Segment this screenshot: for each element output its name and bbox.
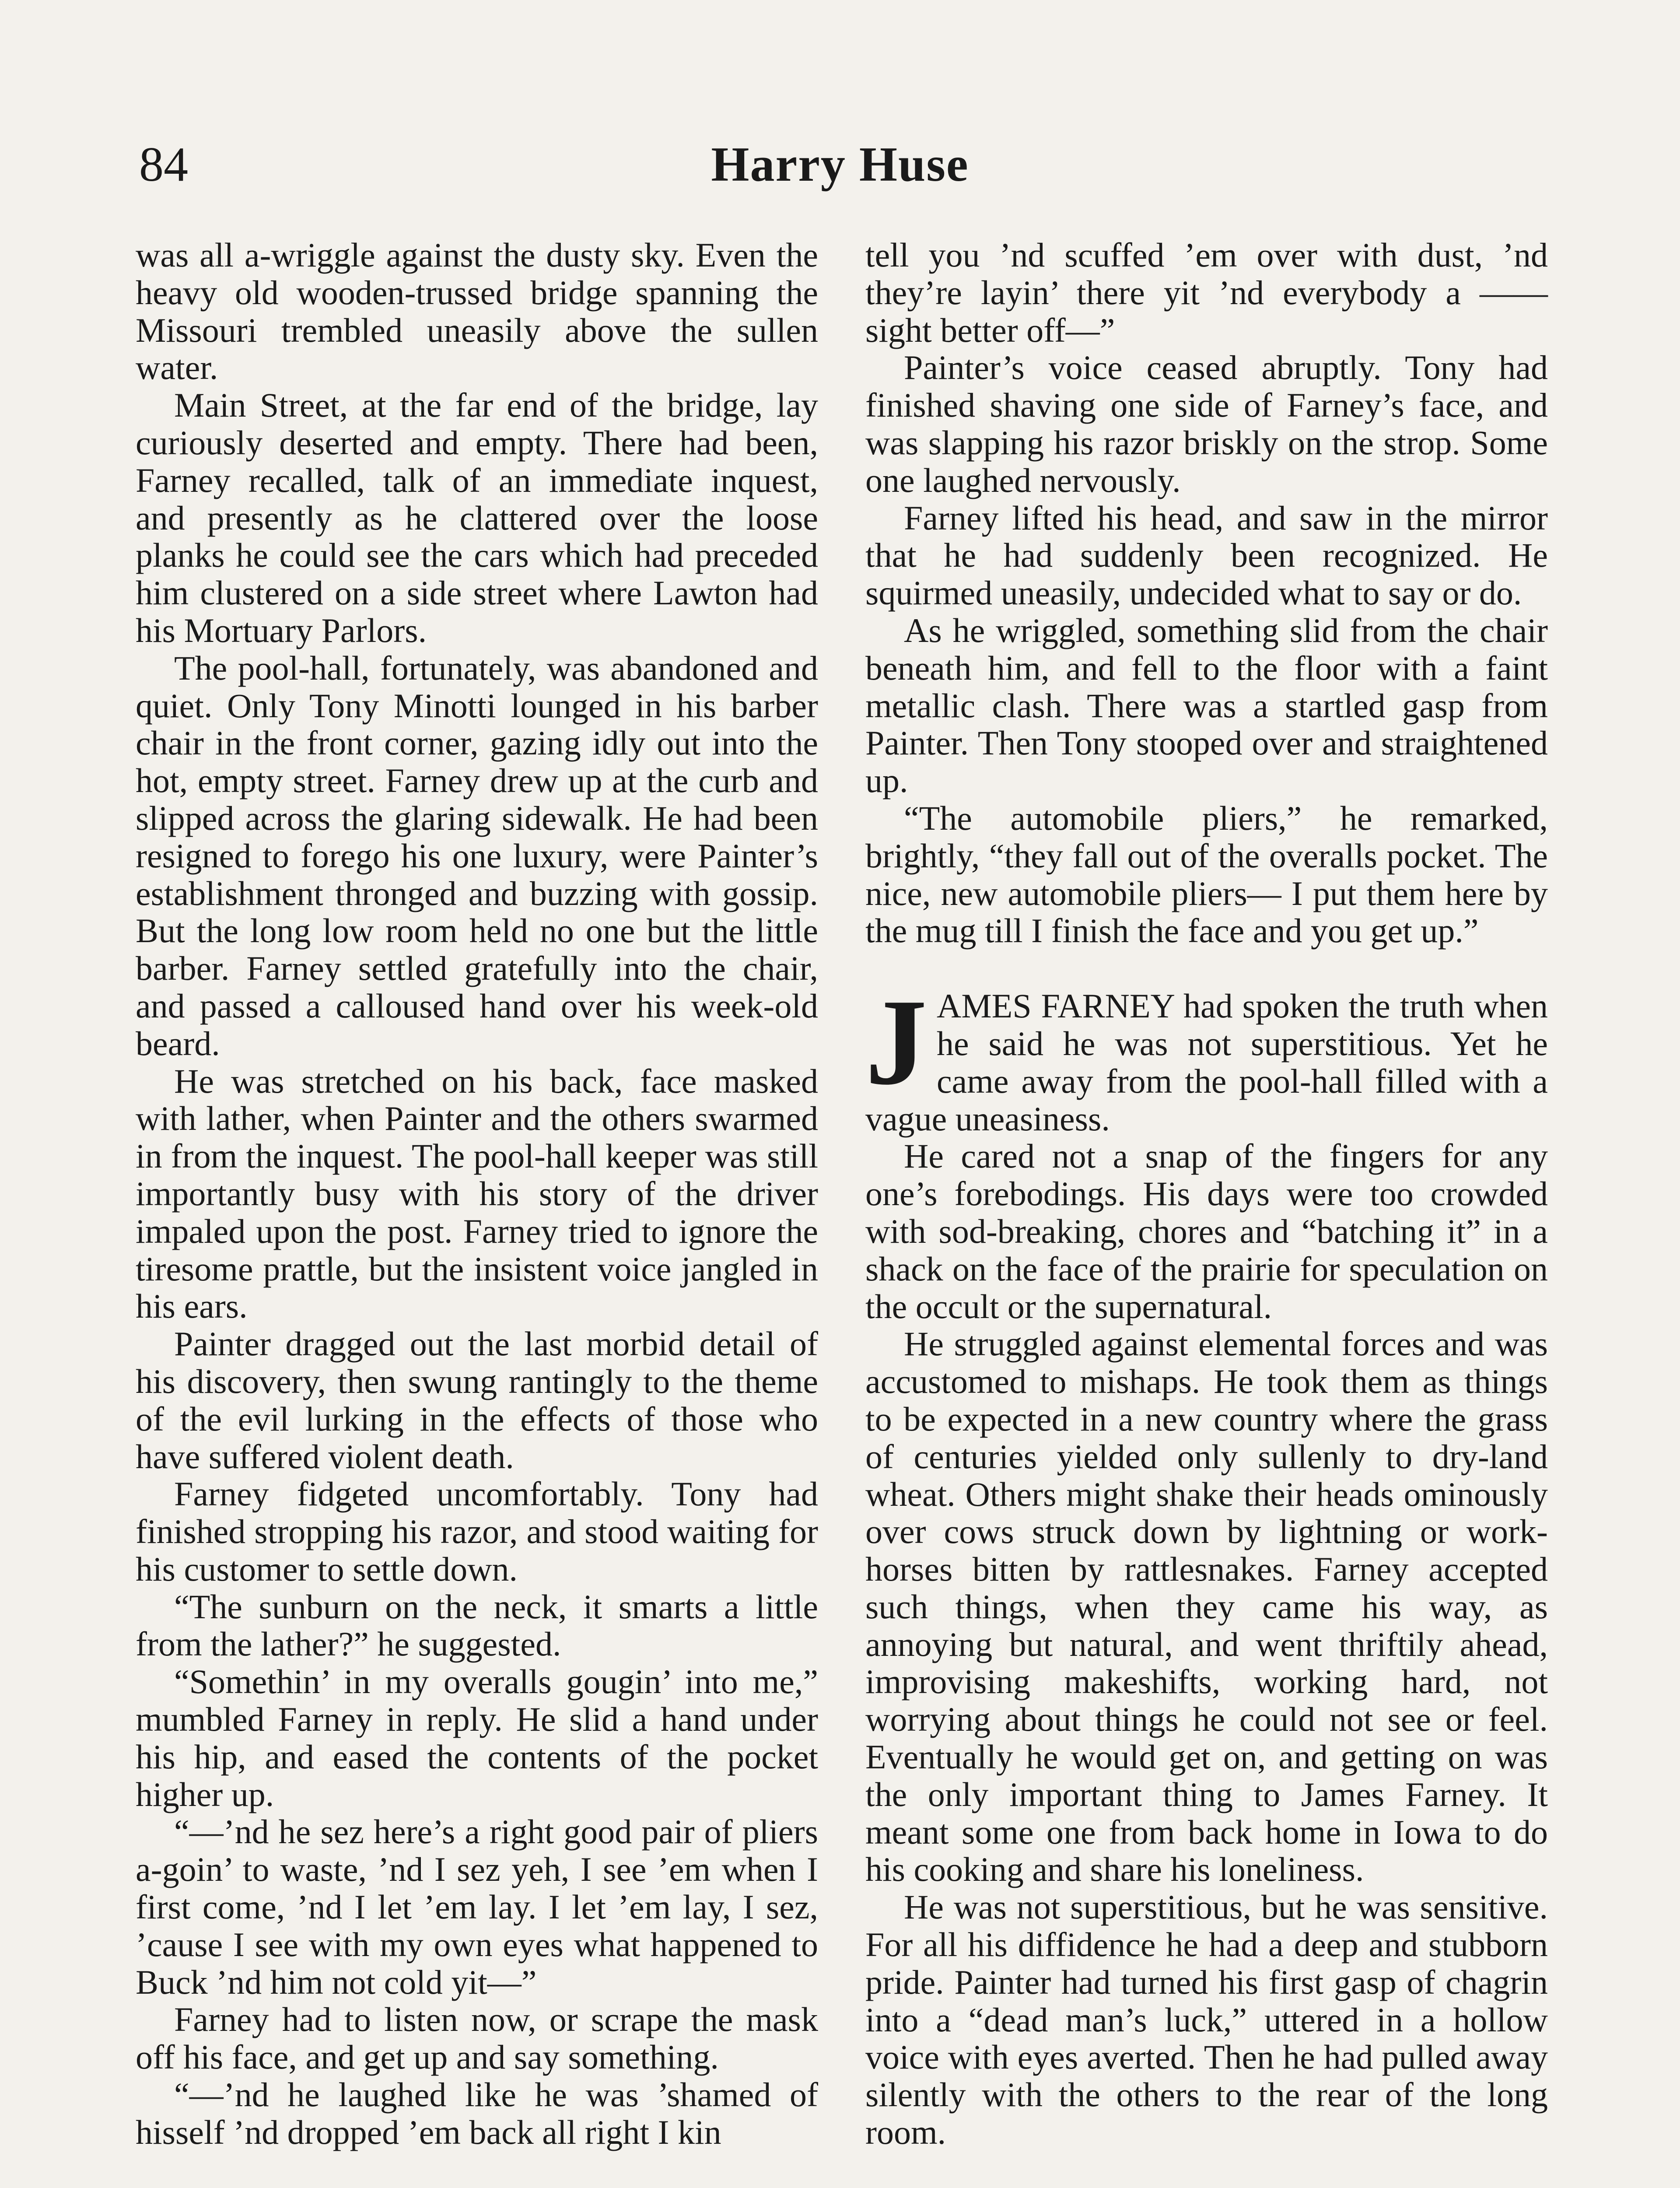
running-head-title: Harry Huse [711,137,969,192]
paragraph: Painter’s voice ceased abruptly. Tony had finished shaving one side of Farney’s face, and was slapping his razor briskly on the strop. Some one laughed nervously. [865,348,1548,499]
right-column [865,236,1548,2151]
paragraph: He cared not a snap of the fingers for any one’s forebodings. His days were too crowded with sod-breaking, chores and “batching it” in a shack on the face of the prairie for speculation on the occult or the supernatural. [865,1137,1548,1325]
paragraph: “—’nd he laughed like he was ’shamed of hisself ’nd dropped ’em back all right I kin [136,2076,818,2151]
section-break [865,950,1548,987]
paragraph: Farney lifted his head, and saw in the mirror that he had suddenly been recognized. He squirmed uneasily, undecided what to say or do. [865,498,1548,612]
paragraph: “Somethin’ in my overalls gougin’ into me,” mumbled Farney in reply. He slid a hand under his hip, and eased the contents of the pocket higher up. [136,1662,818,1813]
paragraph: He was not superstitious, but he was sensitive. For all his diffidence he had a deep and stubborn pride. Painter had turned his first gasp of chagrin into a “dead man’s luck,” uttered in a hollow voice with eyes averted. Then he had pulled away silently with the others to the rear of the long room. [865,1888,1548,2152]
left-column [136,236,818,2151]
paragraph: “—’nd he sez here’s a right good pair of pliers a-goin’ to waste, ’nd I sez yeh, I see ’em when I first come, ’nd I let ’em lay. I let ’em lay, I sez, ’cause I see with my own eyes what happened to Buck ’nd him not cold yit—” [136,1813,818,2001]
paragraph: The pool-hall, fortunately, was abandoned and quiet. Only Tony Minotti lounged in his barber chair in the front corner, gazing idly out into the hot, empty street. Farney drew up at the curb and slipped across the glaring sidewalk. He had been resigned to forego his one luxury, were Painter’s establishment thronged and buzzing with gossip. But the long low room held no one but the little barber. Farney settled gratefully into the chair, and passed a calloused hand over his week-old beard. [136,649,818,1062]
paragraph: He struggled against elemental forces and was accustomed to mishaps. He took them as things to be expected in a new country where the grass of centuries yielded only sullenly to dry-land wheat. Others might shake their heads ominously over cows struck down by lightning or work-horses bitten by rattlesnakes. Farney accepted such things, when they came his way, as annoying but natural, and went thriftily ahead, improvising makeshifts, working hard, not worrying about things he could not see or feel. Eventually he would get on, and getting on was the only important thing to James Farney. It meant some one from back home in Iowa to do his cooking and share his loneliness. [865,1325,1548,1889]
section-opening-text: AMES FARNEY had spoken the truth when he said he was not superstitious. Yet he came away from the pool-hall filled with a vague uneasiness. [865,987,1548,1138]
paragraph: Painter dragged out the last morbid detail of his discovery, then swung rantingly to the theme of the evil lurking in the effects of those who have suffered violent death. [136,1325,818,1476]
paragraph: Farney had to listen now, or scrape the mask off his face, and get up and say something. [136,2000,818,2076]
paragraph: tell you ’nd scuffed ’em over with dust, ’nd they’re layin’ there yit ’nd everybody a —— sight better off—” [865,236,1548,349]
paragraph: Farney fidgeted uncomfortably. Tony had finished stropping his razor, and stood waiting for his customer to settle down. [136,1475,818,1588]
section-opening-paragraph [865,974,1548,1138]
paragraph: Main Street, at the far end of the bridge, lay curiously deserted and empty. There had been, Farney recalled, talk of an immediate inquest, and presently as he clattered over the loose planks he could see the cars which had preceded him clustered on a side street where Lawton had his Mortuary Parlors. [136,386,818,649]
page-number: 84 [139,137,188,192]
paragraph: was all a-wriggle against the dusty sky. Even the heavy old wooden-trussed bridge spanning the Missouri trembled uneasily above the sullen water. [136,236,818,387]
paragraph: “The automobile pliers,” he remarked, brightly, “they fall out of the overalls pocket. The nice, new automobile pliers— I put them here by the mug till I finish the face and you get up.” [865,799,1548,950]
drop-cap: J [865,974,927,1111]
paragraph: He was stretched on his back, face masked with lather, when Painter and the others swarmed in from the inquest. The pool-hall keeper was still importantly busy with his story of the driver impaled upon the post. Farney tried to ignore the tiresome prattle, but the insistent voice jangled in his ears. [136,1062,818,1325]
paragraph: “The sunburn on the neck, it smarts a little from the lather?” he suggested. [136,1587,818,1663]
paragraph: As he wriggled, something slid from the chair beneath him, and fell to the floor with a faint metallic clash. There was a startled gasp from Painter. Then Tony stooped over and straightened up. [865,611,1548,800]
